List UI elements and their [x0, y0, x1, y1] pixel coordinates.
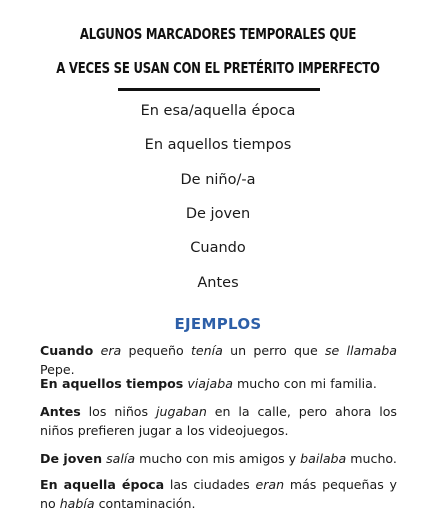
sentence-text: [93, 343, 100, 358]
imperfect-verb: se llamaba: [324, 343, 397, 358]
time-marker: Antes: [40, 404, 81, 419]
marker-item: De joven: [185, 206, 251, 222]
sentence-text: mucho con mis amigos y: [135, 451, 301, 466]
example-sentence: [40, 450, 397, 469]
marker-item: En esa/aquella época: [140, 103, 296, 119]
imperfect-verb: salía: [106, 451, 136, 466]
sentence-text: las ciudades: [164, 477, 256, 492]
sentence-text: mucho.: [346, 451, 397, 466]
marker-item: Cuando: [190, 240, 246, 256]
imperfect-verb: bailaba: [300, 451, 347, 466]
examples-heading: EJEMPLOS: [174, 315, 262, 333]
page-title-line-1: ALGUNOS MARCADORES TEMPORALES QUE: [79, 25, 357, 43]
imperfect-verb: viajaba: [187, 376, 233, 391]
page-title-line-2: A VECES SE USAN CON EL PRETÉRITO IMPERFECTO: [56, 59, 380, 77]
time-marker: De joven: [40, 451, 103, 466]
imperfect-verb: jugaban: [155, 404, 207, 419]
time-marker: En aquella época: [40, 477, 165, 492]
marker-item: En aquellos tiempos: [144, 137, 292, 153]
sentence-text: un perro que: [222, 343, 325, 358]
sentence-text: pequeño: [121, 343, 191, 358]
imperfect-verb: eran: [255, 477, 285, 492]
marker-item: Antes: [197, 275, 239, 291]
title-divider: [118, 88, 320, 91]
example-sentence: [40, 342, 397, 379]
time-marker: En aquellos tiempos: [40, 376, 184, 391]
sentence-text: contaminación.: [94, 495, 196, 511]
marker-item: De niño/-a: [180, 172, 256, 188]
sentence-text: en la calle, pero ahora los niños prefieren jugar a los videojuegos.: [40, 404, 397, 438]
imperfect-verb: era: [100, 343, 122, 358]
example-sentence: [40, 375, 397, 394]
time-marker: Cuando: [40, 343, 94, 358]
example-sentence: [40, 403, 397, 440]
sentence-text: mucho con mi familia.: [232, 376, 377, 391]
example-sentence: [40, 476, 397, 513]
sentence-text: más pequeñas y no: [40, 477, 397, 511]
imperfect-verb: tenía: [190, 343, 223, 358]
imperfect-verb: había: [59, 495, 95, 511]
sentence-text: los niños: [80, 404, 156, 419]
sentence-text: Pepe.: [40, 361, 75, 377]
